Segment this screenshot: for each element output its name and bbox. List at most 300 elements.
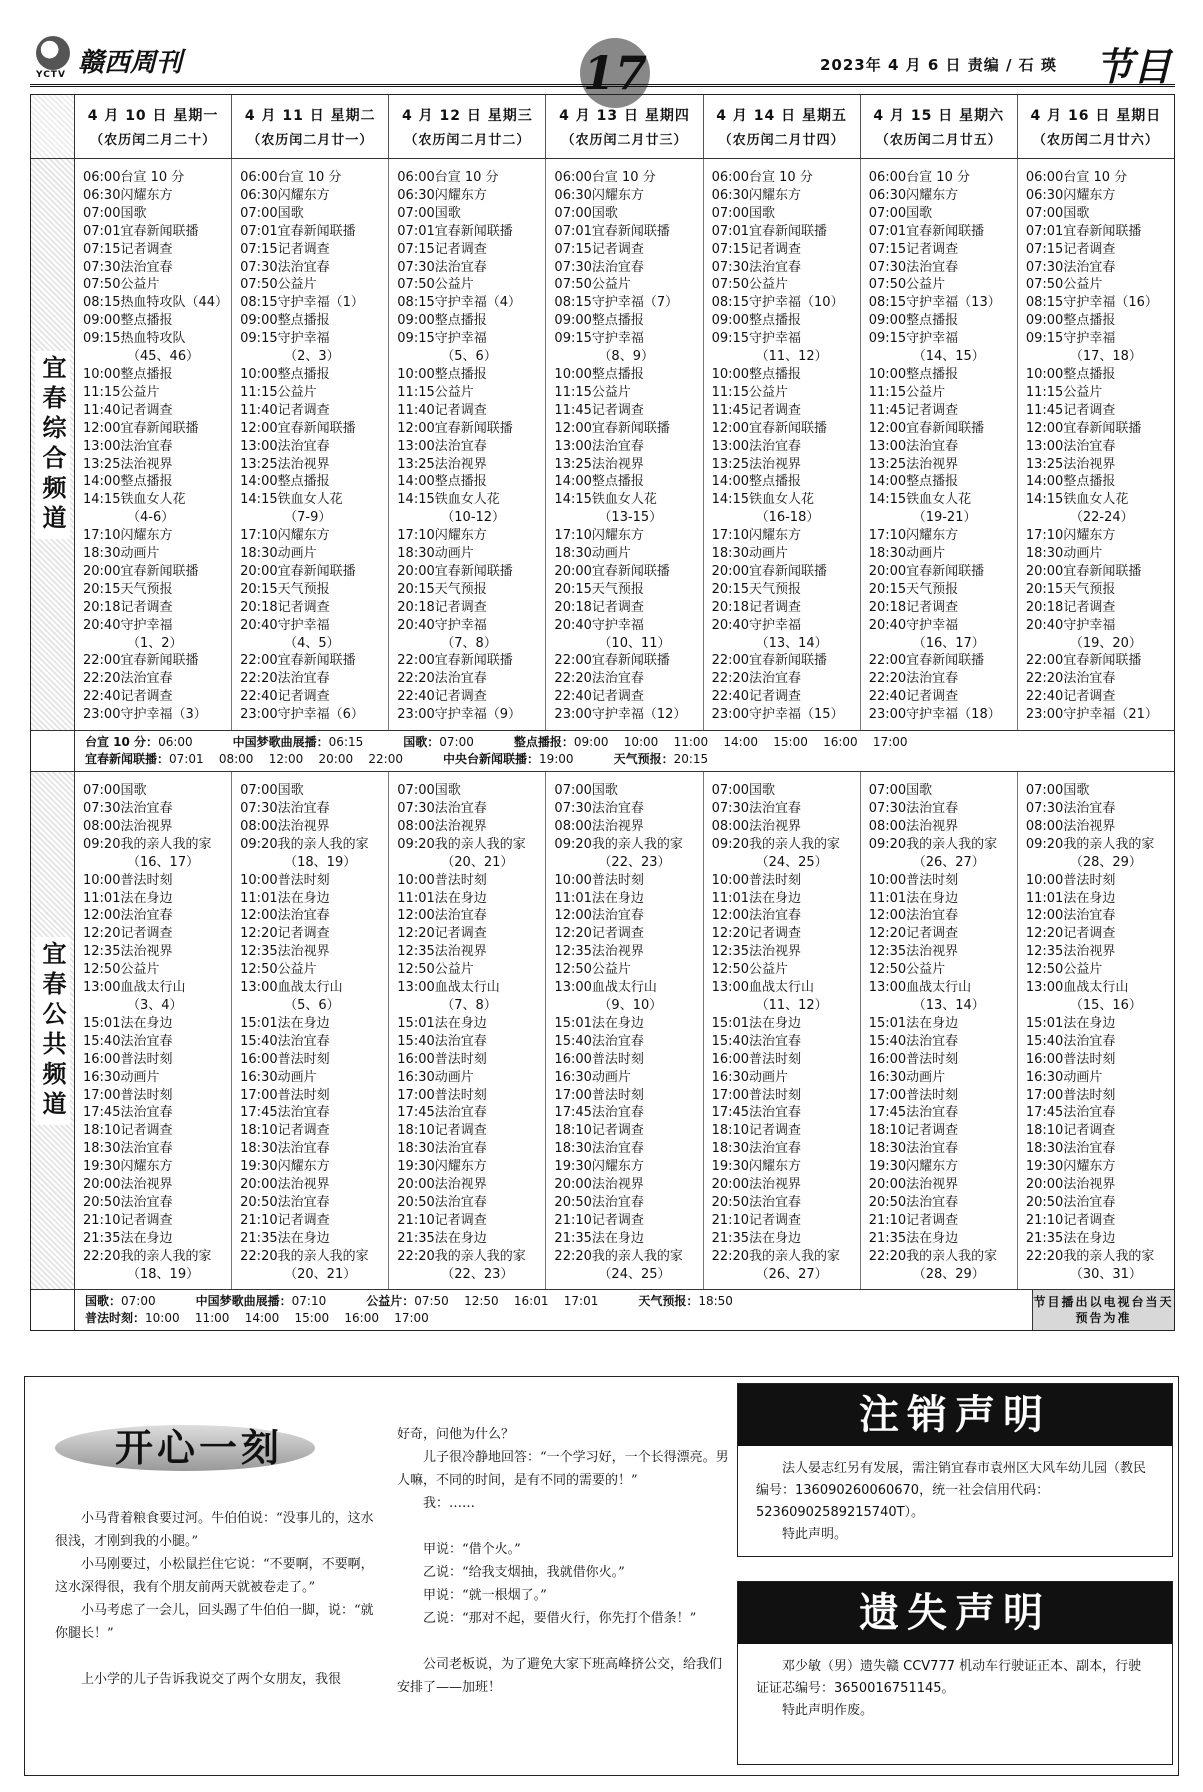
program-title: （11、12） — [755, 349, 828, 365]
program-time: 16:00 — [1025, 1051, 1064, 1067]
program-item — [83, 1087, 231, 1105]
program-item — [1026, 473, 1174, 491]
program-item — [1026, 1266, 1174, 1284]
program-title: 法在身边 — [434, 890, 487, 906]
day-schedule-column — [546, 159, 703, 730]
program-time: 07:00 — [397, 205, 435, 221]
program-time: 20:50 — [397, 1194, 435, 1210]
program-time: 07:01 — [711, 223, 750, 239]
program-item — [712, 259, 860, 277]
program-title: 法在身边 — [1063, 1230, 1116, 1246]
program-item — [869, 1230, 1017, 1248]
program-time: 14:15 — [397, 492, 435, 508]
program-title: 整点播报 — [277, 366, 330, 382]
program-item — [869, 688, 1017, 706]
program-item — [554, 205, 702, 223]
program-title: 宜春新闻联播 — [277, 653, 356, 669]
program-item — [554, 366, 702, 384]
program-title: 动画片 — [749, 546, 789, 562]
program-time: 17:00 — [711, 1087, 750, 1103]
program-item — [397, 1248, 545, 1266]
program-item — [554, 1158, 702, 1176]
program-item — [869, 1033, 1017, 1051]
broadcast-note: 节目播出以电视台当天预告为准 — [1032, 1290, 1174, 1330]
program-title: 我的亲人我的家 — [906, 1248, 998, 1264]
joke-paragraph: 好奇，问他为什么？ — [397, 1427, 515, 1442]
program-title: 公益片 — [277, 277, 317, 293]
program-title: 台宣 10 分 — [120, 170, 185, 185]
program-title: 铁血女人花 — [591, 492, 657, 508]
program-item — [83, 688, 231, 706]
footer-times: 07:00 — [439, 735, 474, 750]
program-time: 09:20 — [868, 836, 907, 852]
joke-paragraph: 我：…… — [423, 1496, 476, 1511]
program-title: 法治宜春 — [591, 438, 644, 454]
program-item — [1026, 800, 1174, 818]
program-title: 法治视界 — [906, 944, 959, 960]
program-item — [397, 706, 545, 724]
program-item — [1026, 384, 1174, 402]
program-time: 13:00 — [83, 980, 121, 996]
program-item — [712, 223, 860, 241]
day-lunar: （农历闰二月廿一） — [247, 133, 374, 148]
program-title: 天气预报 — [591, 581, 644, 597]
program-item — [712, 509, 860, 527]
program-time: 13:25 — [868, 456, 907, 472]
program-time: 16:00 — [397, 1051, 435, 1067]
program-item — [869, 384, 1017, 402]
program-title: 动画片 — [906, 546, 946, 562]
day-lunar: （农历闰二月廿六） — [1032, 133, 1159, 148]
program-title: 整点播报 — [749, 313, 802, 329]
program-item — [1026, 1087, 1174, 1105]
program-item — [554, 617, 702, 635]
program-item — [554, 688, 702, 706]
program-time: 10:00 — [868, 872, 907, 888]
program-time: 22:20 — [868, 1248, 907, 1264]
program-item — [712, 836, 860, 854]
program-title: 铁血女人花 — [277, 492, 343, 508]
program-title: （28、29） — [912, 1266, 985, 1282]
program-item — [869, 943, 1017, 961]
program-time: 18:10 — [868, 1123, 907, 1139]
program-title: 法治宜春 — [1063, 259, 1116, 275]
program-item — [83, 617, 231, 635]
program-title: 普法时刻 — [906, 872, 959, 888]
program-time: 18:30 — [1025, 546, 1064, 562]
program-item — [83, 348, 231, 366]
program-title: 法在身边 — [591, 1230, 644, 1246]
program-time: 22:00 — [711, 653, 750, 669]
program-item — [712, 294, 860, 312]
program-title: 公益片 — [434, 277, 474, 293]
program-title: （13、14） — [755, 635, 828, 651]
program-time: 20:15 — [240, 581, 278, 597]
program-item — [554, 1140, 702, 1158]
program-item — [1026, 509, 1174, 527]
program-title: 闪耀东方 — [120, 528, 173, 544]
program-item — [397, 1051, 545, 1069]
program-time: 18:10 — [1025, 1123, 1064, 1139]
program-item — [712, 169, 860, 187]
program-time: 07:50 — [711, 277, 750, 293]
program-time: 20:00 — [83, 1177, 121, 1193]
day-lunar: （农历闰二月廿三） — [561, 133, 688, 148]
program-title: （7、8） — [441, 997, 497, 1013]
program-title: 法治视界 — [749, 1177, 802, 1193]
program-item — [83, 706, 231, 724]
program-time: 22:40 — [868, 689, 907, 705]
footer-times: 18:50 — [698, 1294, 733, 1309]
program-time: 14:00 — [83, 474, 121, 490]
program-title: 闪耀东方 — [906, 187, 959, 203]
program-item — [712, 438, 860, 456]
day-lunar: （农历闰二月廿二） — [404, 133, 531, 148]
program-item — [1026, 635, 1174, 653]
program-time: 09:15 — [240, 331, 278, 347]
program-item — [554, 854, 702, 872]
program-title: 整点播报 — [591, 313, 644, 329]
program-time: 08:00 — [397, 818, 435, 834]
program-time: 17:00 — [868, 1087, 907, 1103]
program-time: 07:15 — [711, 241, 750, 257]
footer-label: 公益片： — [366, 1294, 415, 1309]
program-item — [83, 491, 231, 509]
program-time: 13:00 — [868, 438, 907, 454]
program-title: 我的亲人我的家 — [1063, 836, 1155, 852]
program-title: 守护幸福 — [434, 331, 487, 347]
program-item — [554, 384, 702, 402]
footer-times: 20:15 — [673, 752, 709, 767]
program-item — [240, 836, 388, 854]
program-item — [83, 961, 231, 979]
day-schedule-column — [75, 159, 232, 730]
program-item — [240, 706, 388, 724]
program-title: 动画片 — [1063, 1069, 1103, 1085]
program-item — [554, 907, 702, 925]
program-item — [1026, 1230, 1174, 1248]
program-title: 记者调查 — [906, 1123, 959, 1139]
program-time: 10:00 — [711, 872, 750, 888]
program-item — [712, 818, 860, 836]
program-time: 07:30 — [711, 801, 750, 816]
program-time: 18:30 — [554, 1141, 592, 1157]
program-item — [1026, 943, 1174, 961]
program-time: 07:30 — [554, 259, 592, 275]
footer-times: 06:15 — [328, 735, 364, 750]
program-title: 法治宜春 — [1063, 801, 1116, 816]
program-title: （7-9） — [284, 510, 332, 526]
program-title: 普法时刻 — [1063, 1087, 1116, 1103]
program-title: （13、14） — [912, 997, 985, 1013]
program-time: 06:00 — [240, 170, 278, 185]
program-title: （24、25） — [755, 854, 828, 870]
program-time: 11:45 — [711, 402, 750, 418]
program-title: 法治宜春 — [1063, 1194, 1116, 1210]
program-item — [712, 1122, 860, 1140]
program-time: 21:35 — [397, 1230, 435, 1246]
program-time: 12:00 — [1025, 908, 1064, 924]
program-item — [240, 223, 388, 241]
program-title: 天气预报 — [277, 581, 330, 597]
program-title: 法治宜春 — [120, 1141, 173, 1157]
joke-paragraph: 小马刚要过，小松鼠拦住它说：“不要啊，不要啊，这水深得很，我有个朋友前两天就被卷走了。” — [55, 1557, 374, 1595]
program-time: 12:50 — [83, 962, 121, 978]
program-item — [240, 1069, 388, 1087]
program-time: 20:00 — [1025, 563, 1064, 579]
program-item — [869, 1176, 1017, 1194]
program-item — [869, 473, 1017, 491]
program-item — [869, 997, 1017, 1015]
program-item — [712, 241, 860, 259]
program-title: （2、3） — [284, 349, 340, 365]
program-item — [240, 1051, 388, 1069]
program-item — [240, 890, 388, 908]
day-schedule-column — [704, 159, 861, 730]
program-item — [397, 366, 545, 384]
program-item — [1026, 330, 1174, 348]
program-time: 13:00 — [397, 438, 435, 454]
program-time: 13:00 — [1025, 980, 1064, 996]
program-title: 守护幸福（1） — [277, 295, 364, 311]
program-title: 整点播报 — [277, 313, 330, 329]
program-item — [712, 854, 860, 872]
program-item — [712, 1248, 860, 1266]
program-item — [83, 670, 231, 688]
program-item — [83, 312, 231, 330]
program-time: 09:00 — [397, 313, 435, 329]
program-title: 法治宜春 — [434, 1033, 487, 1049]
program-time: 08:15 — [554, 295, 592, 311]
program-item — [240, 330, 388, 348]
program-item — [397, 563, 545, 581]
program-time: 16:00 — [554, 1051, 592, 1067]
program-time: 15:40 — [83, 1033, 121, 1049]
program-item — [554, 473, 702, 491]
program-item — [397, 241, 545, 259]
program-title: 普法时刻 — [749, 1087, 802, 1103]
joke-paragraph — [397, 1630, 733, 1653]
program-item — [83, 1194, 231, 1212]
program-time: 17:10 — [868, 528, 907, 544]
program-time: 13:25 — [397, 456, 435, 472]
program-title: 整点播报 — [1063, 366, 1116, 382]
program-time: 20:50 — [83, 1194, 121, 1210]
program-title: （16、17） — [912, 635, 985, 651]
program-item — [83, 205, 231, 223]
program-item — [83, 1015, 231, 1033]
program-item — [554, 420, 702, 438]
program-time: 15:40 — [868, 1033, 907, 1049]
program-time: 20:40 — [397, 617, 435, 633]
program-title: 法治宜春 — [277, 671, 330, 687]
program-title: 天气预报 — [906, 581, 959, 597]
program-time: 18:30 — [1025, 1141, 1064, 1157]
program-title: 法治宜春 — [591, 1141, 644, 1157]
program-title: 法治宜春 — [749, 438, 802, 454]
program-item — [712, 563, 860, 581]
program-item — [240, 800, 388, 818]
program-title: 法治宜春 — [277, 1105, 330, 1121]
program-title: 守护幸福 — [591, 617, 644, 633]
program-time: 11:01 — [397, 890, 435, 906]
program-item — [397, 979, 545, 997]
program-time: 20:18 — [1025, 599, 1064, 615]
program-item — [712, 706, 860, 724]
paper-name: 赣西周刊 — [78, 48, 183, 78]
footer-times: 06:00 — [158, 735, 193, 750]
program-title: 闪耀东方 — [591, 187, 644, 203]
program-title: 国歌 — [120, 205, 147, 221]
program-item — [869, 187, 1017, 205]
program-title: 守护幸福 — [120, 617, 173, 633]
program-time: 08:00 — [868, 818, 907, 834]
day-date: 4 月 12 日 星期三 — [401, 108, 533, 124]
program-title: 公益片 — [120, 962, 160, 978]
day-schedule-column — [389, 159, 546, 730]
program-item — [397, 800, 545, 818]
program-title: 公益片 — [1063, 277, 1103, 293]
footer-label: 国歌： — [403, 735, 440, 750]
program-item — [1026, 348, 1174, 366]
program-item — [240, 205, 388, 223]
program-title: 守护幸福 — [1063, 617, 1116, 633]
program-title: 宜春新闻联播 — [434, 653, 513, 669]
program-time: 07:50 — [83, 277, 121, 293]
program-item — [240, 545, 388, 563]
program-title: 记者调查 — [1063, 1212, 1116, 1228]
program-time: 09:00 — [1025, 313, 1064, 329]
joke-paragraph — [397, 1515, 733, 1538]
program-time: 21:10 — [868, 1212, 907, 1228]
program-item — [397, 294, 545, 312]
program-time: 12:00 — [397, 420, 435, 436]
program-item — [712, 688, 860, 706]
program-title: 法治宜春 — [749, 671, 802, 687]
program-time: 09:20 — [397, 836, 435, 852]
footer-label: 普法时刻： — [85, 1311, 146, 1326]
program-time: 07:01 — [240, 223, 278, 239]
program-time: 07:00 — [554, 205, 592, 221]
day-header — [1018, 95, 1174, 158]
program-item — [869, 169, 1017, 187]
program-time: 06:00 — [554, 170, 592, 185]
program-time: 07:01 — [554, 223, 592, 239]
program-time: 15:01 — [554, 1015, 592, 1031]
day-schedule-column — [75, 772, 232, 1289]
program-item — [240, 348, 388, 366]
program-item — [712, 402, 860, 420]
program-title: 整点播报 — [434, 474, 487, 490]
program-item — [397, 890, 545, 908]
footer-line — [85, 734, 1164, 751]
program-item — [240, 456, 388, 474]
program-title: 法治宜春 — [906, 438, 959, 454]
program-time: 10:00 — [83, 366, 121, 382]
program-title: （8、9） — [598, 349, 654, 365]
program-time: 07:00 — [868, 783, 907, 799]
program-item — [83, 1069, 231, 1087]
program-time: 07:00 — [397, 783, 435, 799]
program-title: 守护幸福 — [906, 617, 959, 633]
program-title: 法治视界 — [749, 818, 802, 834]
program-item — [1026, 527, 1174, 545]
program-title: 法在身边 — [906, 890, 959, 906]
joke-paragraph: 上小学的儿子告诉我说交了两个女朋友，我很 — [81, 1672, 342, 1687]
footer-label: 中国梦歌曲展播： — [195, 1294, 292, 1309]
program-time: 20:50 — [240, 1194, 278, 1210]
program-title: 记者调查 — [1063, 926, 1116, 942]
program-time: 12:00 — [711, 420, 750, 436]
program-time: 13:25 — [240, 456, 278, 472]
program-title: 宜春新闻联播 — [906, 420, 985, 436]
program-item — [397, 187, 545, 205]
program-title: （22、23） — [441, 1266, 514, 1282]
program-title: 台宣 10 分 — [277, 170, 342, 185]
footer-label: 宜春新闻联播： — [85, 752, 170, 767]
program-item — [869, 259, 1017, 277]
program-time: 12:00 — [240, 420, 278, 436]
program-time: 17:10 — [711, 528, 750, 544]
program-item — [240, 688, 388, 706]
program-time: 15:40 — [240, 1033, 278, 1049]
program-time: 14:00 — [711, 474, 750, 490]
program-item — [554, 294, 702, 312]
program-time: 14:00 — [1025, 474, 1064, 490]
program-title: （30、31） — [1069, 1266, 1142, 1282]
footer-times: 07:00 — [121, 1294, 156, 1309]
program-item — [240, 617, 388, 635]
program-time: 20:18 — [240, 599, 278, 615]
program-item — [554, 1248, 702, 1266]
program-item — [1026, 1051, 1174, 1069]
day-date: 4 月 16 日 星期日 — [1030, 108, 1162, 124]
program-time: 15:40 — [554, 1033, 592, 1049]
program-item — [397, 1069, 545, 1087]
program-title: 普法时刻 — [277, 872, 330, 888]
program-time: 20:18 — [554, 599, 592, 615]
program-title: 法治宜春 — [749, 1194, 802, 1210]
program-item — [1026, 581, 1174, 599]
program-title: 天气预报 — [1063, 581, 1116, 597]
program-item — [712, 1104, 860, 1122]
program-time: 07:01 — [868, 223, 907, 239]
program-time: 19:30 — [240, 1159, 278, 1175]
program-title: 法治宜春 — [591, 801, 644, 816]
program-title: 法治视界 — [434, 1177, 487, 1193]
program-item — [83, 276, 231, 294]
program-title: （5、6） — [441, 349, 497, 365]
program-item — [712, 276, 860, 294]
program-title: 整点播报 — [1063, 474, 1116, 490]
program-time: 19:30 — [711, 1159, 750, 1175]
program-title: 记者调查 — [591, 689, 644, 705]
program-time: 20:00 — [397, 563, 435, 579]
day-schedule-column — [704, 772, 861, 1289]
program-title: 守护幸福 — [1063, 331, 1116, 347]
program-title: 动画片 — [277, 1069, 317, 1085]
program-title: 我的亲人我的家 — [120, 836, 212, 852]
program-item — [712, 979, 860, 997]
program-title: 法治视界 — [906, 818, 959, 834]
program-time: 16:00 — [83, 1051, 121, 1067]
program-title: 记者调查 — [120, 1212, 173, 1228]
program-item — [869, 617, 1017, 635]
program-title: 宜春新闻联播 — [1063, 223, 1142, 239]
program-item — [554, 1266, 702, 1284]
program-title: 公益片 — [591, 384, 631, 400]
program-time: 13:00 — [711, 980, 750, 996]
